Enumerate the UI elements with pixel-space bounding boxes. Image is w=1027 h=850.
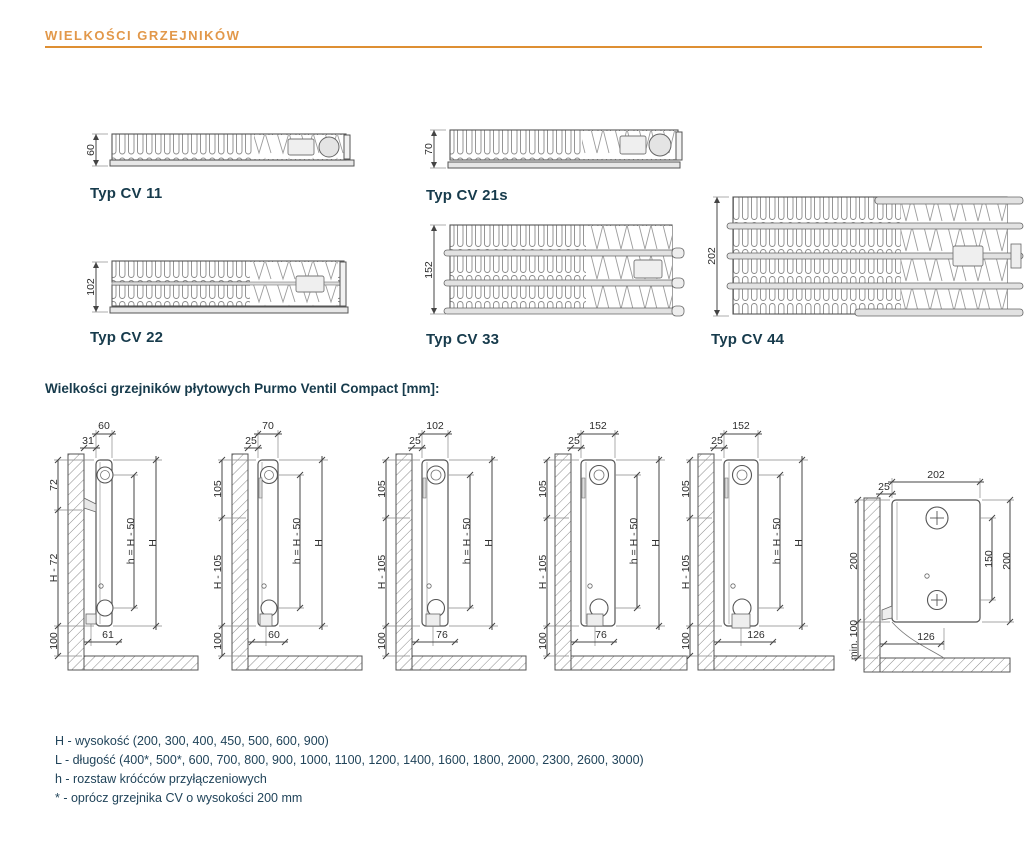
height-dimension bbox=[85, 134, 108, 166]
inner-height-dimension bbox=[278, 472, 304, 611]
svg-text:72: 72 bbox=[48, 479, 60, 491]
wall bbox=[698, 454, 714, 670]
cv44-cross-section-drawing bbox=[705, 194, 1027, 320]
svg-text:min. 100: min. 100 bbox=[848, 619, 860, 661]
valve bbox=[882, 606, 892, 620]
bottom-width-dimension bbox=[84, 624, 122, 646]
cv11-cross-section-drawing bbox=[82, 130, 362, 172]
svg-text:105: 105 bbox=[680, 480, 692, 498]
wall-bracket bbox=[582, 478, 585, 498]
side-view-5-drawing bbox=[678, 418, 848, 684]
radiator-body bbox=[727, 197, 1023, 316]
svg-text:152: 152 bbox=[589, 420, 607, 432]
height-dimension bbox=[423, 225, 446, 314]
svg-text:102: 102 bbox=[426, 420, 444, 432]
inner-height-dimension bbox=[758, 472, 784, 611]
valve bbox=[86, 614, 96, 624]
side-view-3 bbox=[374, 418, 538, 689]
valve bbox=[732, 614, 750, 628]
radiator-body bbox=[110, 261, 348, 313]
radiator bbox=[422, 460, 448, 626]
svg-text:h = H - 50: h = H - 50 bbox=[125, 517, 137, 565]
footnote-h: H - wysokość (200, 300, 400, 450, 500, 600, 900) bbox=[55, 734, 329, 748]
figure-cv21s bbox=[420, 126, 688, 204]
side-view-4 bbox=[535, 418, 699, 689]
dim-70: 70 bbox=[423, 143, 435, 155]
svg-text:150: 150 bbox=[983, 550, 995, 568]
valve bbox=[587, 614, 603, 626]
section-heading: Wielkości grzejników płytowych Purmo Ventil Compact [mm]: bbox=[45, 381, 440, 396]
svg-text:105: 105 bbox=[376, 480, 388, 498]
figure-label-cv21s: Typ CV 21s bbox=[426, 187, 508, 204]
svg-text:25: 25 bbox=[711, 435, 723, 447]
top-width-dimension bbox=[577, 420, 619, 458]
floor bbox=[880, 658, 1010, 672]
dim-202: 202 bbox=[706, 247, 718, 265]
svg-text:152: 152 bbox=[732, 420, 750, 432]
side-view-4-drawing bbox=[535, 418, 699, 684]
dim-152: 152 bbox=[423, 261, 435, 279]
svg-text:H - 105: H - 105 bbox=[376, 554, 388, 590]
wall bbox=[864, 498, 880, 672]
wall-gap-dimension bbox=[408, 435, 426, 451]
svg-text:126: 126 bbox=[917, 631, 935, 643]
figure-label-cv22: Typ CV 22 bbox=[90, 329, 164, 346]
floor bbox=[248, 656, 362, 670]
side-view-1 bbox=[46, 418, 210, 689]
inner-height-dimension bbox=[448, 472, 474, 611]
radiator-body bbox=[110, 134, 354, 166]
svg-text:H - 105: H - 105 bbox=[680, 554, 692, 590]
top-width-dimension bbox=[92, 420, 116, 458]
bottom-width-dimension bbox=[571, 626, 617, 646]
svg-text:H: H bbox=[650, 539, 662, 547]
svg-text:100: 100 bbox=[680, 632, 692, 650]
cv33-cross-section-drawing bbox=[420, 222, 688, 318]
svg-text:76: 76 bbox=[595, 629, 607, 641]
floor bbox=[571, 656, 687, 670]
figure-cv11 bbox=[82, 130, 362, 202]
bottom-width-dimension bbox=[412, 626, 458, 646]
svg-text:H - 105: H - 105 bbox=[212, 554, 224, 590]
wall-gap-dimension bbox=[80, 435, 100, 451]
radiator-body bbox=[448, 130, 682, 168]
radiator bbox=[724, 460, 758, 628]
svg-text:25: 25 bbox=[245, 435, 257, 447]
top-width-dimension bbox=[888, 469, 984, 498]
wall bbox=[396, 454, 412, 670]
bottom-width-dimension bbox=[714, 628, 776, 646]
svg-text:100: 100 bbox=[212, 632, 224, 650]
title-underline bbox=[45, 46, 982, 48]
side-view-3-drawing bbox=[374, 418, 538, 684]
svg-text:25: 25 bbox=[878, 481, 890, 493]
wall-bracket bbox=[423, 478, 426, 498]
figure-cv22 bbox=[82, 258, 352, 346]
floor bbox=[412, 656, 526, 670]
top-width-dimension bbox=[418, 420, 452, 458]
svg-text:76: 76 bbox=[436, 629, 448, 641]
svg-text:100: 100 bbox=[48, 632, 60, 650]
svg-text:H - 105: H - 105 bbox=[537, 554, 549, 590]
svg-text:70: 70 bbox=[262, 420, 274, 432]
page-title: WIELKOŚCI GRZEJNIKÓW bbox=[45, 28, 241, 43]
svg-text:25: 25 bbox=[568, 435, 580, 447]
wall bbox=[68, 454, 84, 670]
svg-text:25: 25 bbox=[409, 435, 421, 447]
wall-bracket bbox=[84, 498, 96, 512]
footnote-h-small: h - rozstaw króćców przyłączeniowych bbox=[55, 772, 267, 786]
figure-cv33 bbox=[420, 222, 688, 348]
svg-text:200: 200 bbox=[1001, 552, 1013, 570]
total-height-dimension bbox=[616, 456, 665, 630]
total-height-dimension bbox=[449, 456, 498, 630]
valve bbox=[260, 614, 272, 626]
inner-height-dimension bbox=[113, 472, 138, 611]
right-dimensions bbox=[980, 497, 1014, 625]
inner-height-dimension bbox=[615, 472, 641, 611]
height-dimension bbox=[423, 130, 446, 168]
wall bbox=[555, 454, 571, 670]
svg-text:61: 61 bbox=[102, 629, 114, 641]
top-width-dimension bbox=[720, 420, 762, 458]
radiator bbox=[84, 460, 113, 626]
floor bbox=[714, 656, 834, 670]
corner-view bbox=[848, 468, 1026, 688]
wall-gap-dimension bbox=[567, 435, 585, 451]
svg-text:100: 100 bbox=[376, 632, 388, 650]
radiator bbox=[258, 460, 278, 626]
svg-text:H: H bbox=[483, 539, 495, 547]
svg-text:h = H - 50: h = H - 50 bbox=[771, 517, 783, 565]
svg-text:H: H bbox=[147, 539, 159, 547]
total-height-dimension bbox=[759, 456, 808, 630]
side-view-1-drawing bbox=[46, 418, 210, 684]
wall-gap-dimension bbox=[710, 435, 728, 451]
side-view-5 bbox=[678, 418, 848, 689]
wall-bracket bbox=[725, 478, 728, 498]
bottom-width-dimension bbox=[248, 626, 288, 646]
svg-text:100: 100 bbox=[537, 632, 549, 650]
figure-cv44 bbox=[705, 194, 1027, 348]
figure-label-cv44: Typ CV 44 bbox=[711, 331, 785, 348]
wall-bracket bbox=[259, 478, 262, 498]
svg-text:200: 200 bbox=[848, 552, 860, 570]
floor bbox=[84, 656, 198, 670]
svg-text:202: 202 bbox=[927, 469, 945, 481]
svg-text:h = H - 50: h = H - 50 bbox=[291, 517, 303, 565]
svg-text:h = H - 50: h = H - 50 bbox=[628, 517, 640, 565]
dim-102: 102 bbox=[85, 278, 97, 296]
valve bbox=[426, 614, 440, 626]
footnote-asterisk: * - oprócz grzejnika CV o wysokości 200 mm bbox=[55, 791, 303, 805]
footnote-l: L - długość (400*, 500*, 600, 700, 800, 900, 1000, 1100, 1200, 1400, 1600, 1800, 2000, 2300, 2600, 3000) bbox=[55, 753, 644, 767]
side-view-2 bbox=[210, 418, 374, 689]
svg-text:31: 31 bbox=[82, 435, 94, 447]
footnotes bbox=[55, 732, 955, 808]
wall bbox=[232, 454, 248, 670]
cv22-cross-section-drawing bbox=[82, 258, 352, 316]
svg-text:H - 72: H - 72 bbox=[48, 553, 60, 583]
svg-text:105: 105 bbox=[212, 480, 224, 498]
svg-text:60: 60 bbox=[268, 629, 280, 641]
radiator-body bbox=[444, 225, 684, 316]
height-dimension bbox=[706, 197, 729, 316]
total-height-dimension bbox=[113, 456, 162, 630]
svg-text:105: 105 bbox=[537, 480, 549, 498]
svg-text:h = H - 50: h = H - 50 bbox=[461, 517, 473, 565]
svg-text:H: H bbox=[793, 539, 805, 547]
cv21s-cross-section-drawing bbox=[420, 126, 688, 174]
wall-gap-dimension bbox=[244, 435, 262, 451]
height-dimension bbox=[85, 262, 108, 312]
dim-60: 60 bbox=[85, 144, 97, 156]
total-height-dimension bbox=[279, 456, 328, 630]
svg-text:H: H bbox=[313, 539, 325, 547]
top-width-dimension bbox=[254, 420, 282, 458]
figure-label-cv11: Typ CV 11 bbox=[90, 185, 163, 202]
wall-gap-dimension bbox=[876, 481, 896, 497]
figure-label-cv33: Typ CV 33 bbox=[426, 331, 500, 348]
svg-text:126: 126 bbox=[747, 629, 765, 641]
corner-view-drawing bbox=[848, 468, 1026, 683]
svg-text:60: 60 bbox=[98, 420, 110, 432]
side-view-2-drawing bbox=[210, 418, 374, 684]
radiator bbox=[581, 460, 615, 626]
